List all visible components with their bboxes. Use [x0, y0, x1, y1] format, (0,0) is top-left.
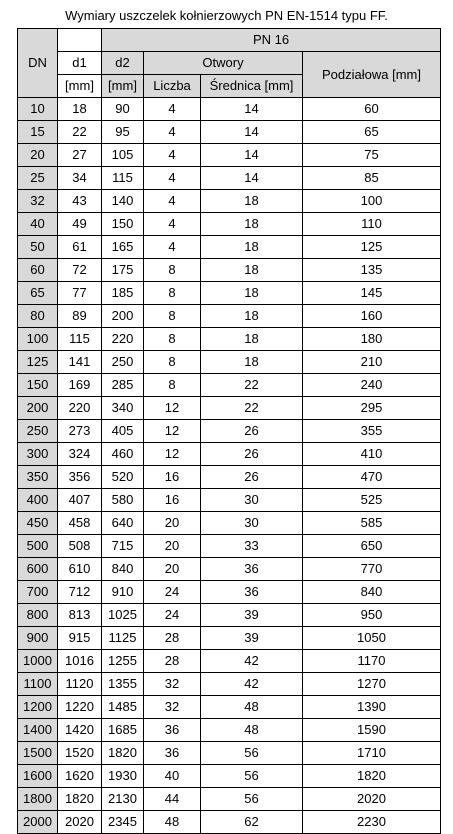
cell-dn: 700 [18, 581, 58, 604]
cell-srednica: 14 [201, 167, 303, 190]
cell-srednica: 18 [201, 259, 303, 282]
cell-d1: 273 [58, 420, 102, 443]
cell-liczba: 8 [144, 374, 201, 397]
cell-podzialowa: 1710 [303, 742, 441, 765]
cell-liczba: 8 [144, 351, 201, 374]
cell-liczba: 32 [144, 696, 201, 719]
cell-dn: 450 [18, 512, 58, 535]
cell-d2: 165 [102, 236, 144, 259]
cell-srednica: 26 [201, 443, 303, 466]
cell-d1: 407 [58, 489, 102, 512]
cell-podzialowa: 100 [303, 190, 441, 213]
cell-d2: 1685 [102, 719, 144, 742]
table-row [18, 466, 441, 489]
cell-d1: 61 [58, 236, 102, 259]
cell-d2: 95 [102, 121, 144, 144]
cell-liczba: 8 [144, 328, 201, 351]
cell-srednica: 18 [201, 213, 303, 236]
cell-srednica: 14 [201, 121, 303, 144]
header-unit-d2: [mm] [102, 75, 144, 98]
cell-podzialowa: 180 [303, 328, 441, 351]
header-blank [58, 29, 102, 52]
cell-dn: 1400 [18, 719, 58, 742]
cell-dn: 20 [18, 144, 58, 167]
cell-liczba: 28 [144, 650, 201, 673]
table-row [18, 627, 441, 650]
cell-d2: 1820 [102, 742, 144, 765]
cell-d2: 1025 [102, 604, 144, 627]
cell-dn: 1600 [18, 765, 58, 788]
cell-liczba: 20 [144, 558, 201, 581]
cell-podzialowa: 75 [303, 144, 441, 167]
cell-d1: 115 [58, 328, 102, 351]
cell-dn: 1000 [18, 650, 58, 673]
cell-dn: 1800 [18, 788, 58, 811]
cell-srednica: 56 [201, 742, 303, 765]
cell-liczba: 36 [144, 742, 201, 765]
cell-dn: 200 [18, 397, 58, 420]
cell-d1: 22 [58, 121, 102, 144]
cell-d2: 200 [102, 305, 144, 328]
cell-d2: 340 [102, 397, 144, 420]
cell-liczba: 12 [144, 397, 201, 420]
cell-dn: 32 [18, 190, 58, 213]
cell-d2: 840 [102, 558, 144, 581]
cell-liczba: 4 [144, 144, 201, 167]
cell-podzialowa: 110 [303, 213, 441, 236]
cell-d1: 1820 [58, 788, 102, 811]
cell-liczba: 20 [144, 512, 201, 535]
table-body [18, 98, 441, 834]
cell-srednica: 14 [201, 98, 303, 121]
cell-d1: 1520 [58, 742, 102, 765]
cell-srednica: 22 [201, 374, 303, 397]
cell-podzialowa: 585 [303, 512, 441, 535]
cell-srednica: 26 [201, 466, 303, 489]
cell-srednica: 18 [201, 328, 303, 351]
cell-srednica: 14 [201, 144, 303, 167]
cell-srednica: 48 [201, 696, 303, 719]
cell-d2: 285 [102, 374, 144, 397]
cell-liczba: 16 [144, 466, 201, 489]
cell-srednica: 22 [201, 397, 303, 420]
cell-d1: 324 [58, 443, 102, 466]
cell-liczba: 4 [144, 98, 201, 121]
cell-podzialowa: 60 [303, 98, 441, 121]
cell-liczba: 8 [144, 305, 201, 328]
cell-d1: 43 [58, 190, 102, 213]
cell-liczba: 16 [144, 489, 201, 512]
cell-d1: 1620 [58, 765, 102, 788]
table-row [18, 190, 441, 213]
table-row [18, 558, 441, 581]
cell-srednica: 30 [201, 512, 303, 535]
cell-liczba: 4 [144, 167, 201, 190]
cell-d2: 140 [102, 190, 144, 213]
cell-d2: 1930 [102, 765, 144, 788]
cell-d1: 813 [58, 604, 102, 627]
cell-dn: 800 [18, 604, 58, 627]
cell-dn: 100 [18, 328, 58, 351]
cell-liczba: 12 [144, 443, 201, 466]
cell-d2: 1255 [102, 650, 144, 673]
cell-podzialowa: 840 [303, 581, 441, 604]
cell-liczba: 24 [144, 604, 201, 627]
table-row [18, 351, 441, 374]
header-dn: DN [18, 29, 58, 98]
cell-dn: 60 [18, 259, 58, 282]
table-row [18, 811, 441, 834]
cell-podzialowa: 145 [303, 282, 441, 305]
cell-d1: 141 [58, 351, 102, 374]
cell-srednica: 39 [201, 604, 303, 627]
cell-podzialowa: 470 [303, 466, 441, 489]
table-row [18, 328, 441, 351]
cell-d1: 220 [58, 397, 102, 420]
table-row [18, 305, 441, 328]
cell-podzialowa: 2020 [303, 788, 441, 811]
table-row [18, 696, 441, 719]
cell-d2: 250 [102, 351, 144, 374]
cell-d1: 712 [58, 581, 102, 604]
cell-dn: 80 [18, 305, 58, 328]
table-row [18, 443, 441, 466]
cell-liczba: 20 [144, 535, 201, 558]
cell-podzialowa: 950 [303, 604, 441, 627]
cell-liczba: 44 [144, 788, 201, 811]
cell-srednica: 18 [201, 190, 303, 213]
cell-d1: 508 [58, 535, 102, 558]
cell-dn: 15 [18, 121, 58, 144]
table-row [18, 282, 441, 305]
cell-liczba: 8 [144, 282, 201, 305]
cell-dn: 1500 [18, 742, 58, 765]
cell-srednica: 62 [201, 811, 303, 834]
table-row [18, 121, 441, 144]
cell-liczba: 4 [144, 121, 201, 144]
cell-podzialowa: 1590 [303, 719, 441, 742]
cell-srednica: 26 [201, 420, 303, 443]
cell-podzialowa: 525 [303, 489, 441, 512]
cell-d1: 915 [58, 627, 102, 650]
cell-d1: 49 [58, 213, 102, 236]
cell-srednica: 18 [201, 236, 303, 259]
cell-dn: 2000 [18, 811, 58, 834]
cell-d1: 34 [58, 167, 102, 190]
table-row [18, 650, 441, 673]
cell-srednica: 56 [201, 765, 303, 788]
table-row [18, 742, 441, 765]
cell-dn: 25 [18, 167, 58, 190]
cell-srednica: 18 [201, 305, 303, 328]
cell-podzialowa: 85 [303, 167, 441, 190]
cell-liczba: 28 [144, 627, 201, 650]
table-row [18, 374, 441, 397]
cell-dn: 300 [18, 443, 58, 466]
cell-d1: 1016 [58, 650, 102, 673]
cell-podzialowa: 1270 [303, 673, 441, 696]
cell-podzialowa: 1820 [303, 765, 441, 788]
cell-d2: 90 [102, 98, 144, 121]
cell-liczba: 4 [144, 213, 201, 236]
cell-liczba: 48 [144, 811, 201, 834]
cell-podzialowa: 1390 [303, 696, 441, 719]
cell-d1: 610 [58, 558, 102, 581]
table-row [18, 144, 441, 167]
cell-d2: 115 [102, 167, 144, 190]
cell-srednica: 48 [201, 719, 303, 742]
cell-dn: 600 [18, 558, 58, 581]
cell-dn: 500 [18, 535, 58, 558]
table-row [18, 535, 441, 558]
cell-d1: 458 [58, 512, 102, 535]
cell-podzialowa: 770 [303, 558, 441, 581]
cell-d2: 405 [102, 420, 144, 443]
cell-dn: 150 [18, 374, 58, 397]
cell-podzialowa: 295 [303, 397, 441, 420]
header-podzialowa: Podziałowa [mm] [303, 52, 441, 98]
cell-dn: 400 [18, 489, 58, 512]
cell-srednica: 39 [201, 627, 303, 650]
cell-srednica: 18 [201, 351, 303, 374]
cell-d1: 77 [58, 282, 102, 305]
header-d2: d2 [102, 52, 144, 75]
cell-d2: 1125 [102, 627, 144, 650]
table-row [18, 259, 441, 282]
cell-podzialowa: 2230 [303, 811, 441, 834]
table-row [18, 489, 441, 512]
cell-d1: 89 [58, 305, 102, 328]
table-row [18, 236, 441, 259]
cell-d2: 520 [102, 466, 144, 489]
cell-srednica: 56 [201, 788, 303, 811]
cell-liczba: 4 [144, 190, 201, 213]
table-title: Wymiary uszczelek kołnierzowych PN EN-1514 typu FF. [65, 8, 388, 23]
header-d1: d1 [58, 52, 102, 75]
cell-podzialowa: 240 [303, 374, 441, 397]
table-row [18, 765, 441, 788]
cell-d2: 185 [102, 282, 144, 305]
cell-podzialowa: 355 [303, 420, 441, 443]
cell-d1: 27 [58, 144, 102, 167]
header-srednica: Średnica [mm] [201, 75, 303, 98]
cell-d1: 1120 [58, 673, 102, 696]
cell-d2: 715 [102, 535, 144, 558]
cell-liczba: 4 [144, 236, 201, 259]
cell-dn: 125 [18, 351, 58, 374]
cell-podzialowa: 650 [303, 535, 441, 558]
cell-dn: 10 [18, 98, 58, 121]
cell-d2: 1485 [102, 696, 144, 719]
cell-podzialowa: 125 [303, 236, 441, 259]
header-unit-d1: [mm] [58, 75, 102, 98]
cell-d2: 1355 [102, 673, 144, 696]
header-liczba: Liczba [144, 75, 201, 98]
cell-liczba: 32 [144, 673, 201, 696]
cell-dn: 65 [18, 282, 58, 305]
table-row [18, 719, 441, 742]
cell-liczba: 24 [144, 581, 201, 604]
table-row [18, 788, 441, 811]
cell-liczba: 36 [144, 719, 201, 742]
cell-d2: 910 [102, 581, 144, 604]
cell-d1: 72 [58, 259, 102, 282]
gasket-dimensions-table [17, 28, 441, 834]
cell-srednica: 36 [201, 558, 303, 581]
cell-d1: 2020 [58, 811, 102, 834]
cell-dn: 1200 [18, 696, 58, 719]
cell-d1: 169 [58, 374, 102, 397]
table-row [18, 512, 441, 535]
cell-d2: 640 [102, 512, 144, 535]
cell-podzialowa: 410 [303, 443, 441, 466]
cell-d2: 220 [102, 328, 144, 351]
cell-podzialowa: 1170 [303, 650, 441, 673]
cell-d2: 460 [102, 443, 144, 466]
cell-d1: 1420 [58, 719, 102, 742]
table-row [18, 213, 441, 236]
cell-d1: 18 [58, 98, 102, 121]
cell-dn: 250 [18, 420, 58, 443]
cell-liczba: 40 [144, 765, 201, 788]
cell-podzialowa: 160 [303, 305, 441, 328]
cell-d2: 2130 [102, 788, 144, 811]
cell-dn: 40 [18, 213, 58, 236]
cell-dn: 350 [18, 466, 58, 489]
table-row [18, 167, 441, 190]
cell-d1: 356 [58, 466, 102, 489]
cell-dn: 1100 [18, 673, 58, 696]
cell-podzialowa: 1050 [303, 627, 441, 650]
cell-podzialowa: 135 [303, 259, 441, 282]
table-row [18, 604, 441, 627]
table-row [18, 397, 441, 420]
cell-srednica: 42 [201, 673, 303, 696]
cell-d1: 1220 [58, 696, 102, 719]
cell-srednica: 33 [201, 535, 303, 558]
cell-dn: 900 [18, 627, 58, 650]
cell-srednica: 36 [201, 581, 303, 604]
header-otwory: Otwory [144, 52, 303, 75]
table-row [18, 420, 441, 443]
table-header [18, 29, 441, 98]
cell-liczba: 8 [144, 259, 201, 282]
cell-srednica: 42 [201, 650, 303, 673]
table-row [18, 673, 441, 696]
cell-srednica: 30 [201, 489, 303, 512]
header-pn-group: PN 16 [102, 29, 441, 52]
cell-liczba: 12 [144, 420, 201, 443]
cell-d2: 2345 [102, 811, 144, 834]
cell-dn: 50 [18, 236, 58, 259]
cell-podzialowa: 210 [303, 351, 441, 374]
cell-srednica: 18 [201, 282, 303, 305]
cell-d2: 105 [102, 144, 144, 167]
cell-d2: 580 [102, 489, 144, 512]
cell-d2: 150 [102, 213, 144, 236]
cell-podzialowa: 65 [303, 121, 441, 144]
cell-d2: 175 [102, 259, 144, 282]
table-row [18, 98, 441, 121]
table-row [18, 581, 441, 604]
